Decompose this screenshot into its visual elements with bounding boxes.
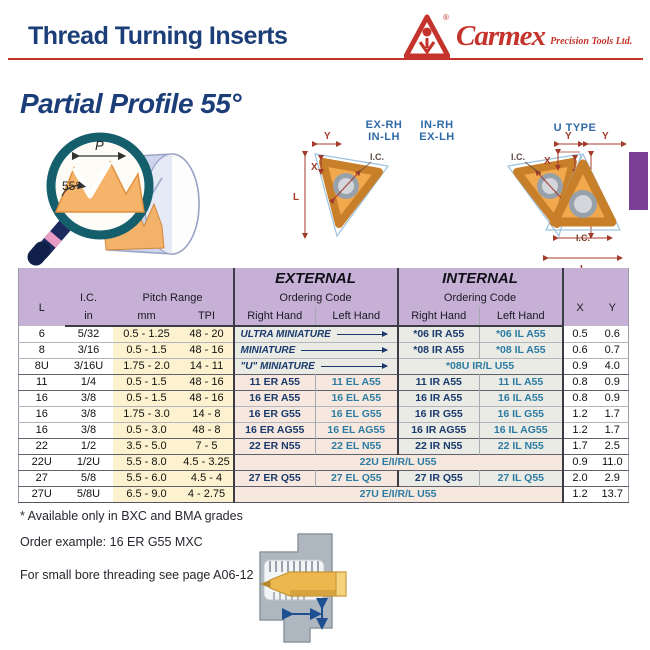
cell-ic: 3/8 <box>80 408 97 420</box>
cell-tpi: 48 - 16 <box>181 390 234 406</box>
cell-ext-rh: 11 ER A55 <box>234 374 316 390</box>
cell-ext-rh: 27 ER Q55 <box>234 470 316 486</box>
section-title: Partial Profile 55° <box>20 88 242 119</box>
cell-ic: 3/8 <box>80 392 97 404</box>
cell-int-lh: 16 IL G55 <box>480 406 563 422</box>
page-title: Thread Turning Inserts <box>28 22 288 50</box>
cell-mm: 5.5 - 8.0 <box>113 454 181 470</box>
svg-text:L: L <box>293 192 300 203</box>
cell-x: 0.8 <box>563 374 597 390</box>
header-ic: I.C. <box>65 289 113 307</box>
cell-y: 11.0 <box>601 456 623 468</box>
cell-int-rh: 27 IR Q55 <box>398 470 480 486</box>
cell-int-lh: 16 IL AG55 <box>480 422 563 438</box>
header-spacer <box>19 268 113 289</box>
cell-x: 0.8 <box>563 390 597 406</box>
cell-tpi: 48 - 20 <box>181 326 234 342</box>
svg-text:X: X <box>544 156 551 167</box>
cell-tpi: 14 - 8 <box>181 406 234 422</box>
cell-ext-span: "U" MINIATURE <box>234 358 398 374</box>
cell-tpi: 7 - 5 <box>181 438 234 454</box>
note-small-bore: For small bore threading see page A06-12 <box>20 568 254 582</box>
table-row <box>19 486 629 502</box>
cell-mm: 0.5 - 1.5 <box>113 342 181 358</box>
insert1-label-2: IN-LH <box>368 131 400 143</box>
cell-int-rh: *06 IR A55 <box>398 326 480 342</box>
cell-ext-span: MINIATURE <box>234 342 398 358</box>
cell-mm: 6.5 - 9.0 <box>113 486 181 502</box>
cell-int-rh: 16 IR A55 <box>398 390 480 406</box>
cell-ic: 5/8 <box>80 472 97 484</box>
cell-ic: 1/2 <box>80 440 97 452</box>
header-tpi: TPI <box>181 307 234 326</box>
cell-x: 2.0 <box>563 470 597 486</box>
cell-mm: 0.5 - 1.25 <box>113 326 181 342</box>
cell-int-rh: 16 IR AG55 <box>398 422 480 438</box>
cell-l: 22 <box>35 440 48 452</box>
note-order-example: Order example: 16 ER G55 MXC <box>20 535 203 549</box>
header-y: Y <box>597 289 629 326</box>
table-row <box>19 374 629 390</box>
header-mm: mm <box>113 307 181 326</box>
cell-l: 16 <box>35 408 48 420</box>
spec-table <box>18 268 629 503</box>
insert3-label: U TYPE <box>553 122 597 134</box>
cell-y: 2.9 <box>604 472 620 484</box>
cell-x: 0.5 <box>563 326 597 342</box>
cell-ic: 1/2U <box>76 456 101 468</box>
cell-tpi: 4 - 2.75 <box>181 486 234 502</box>
cell-code-span: 22U E/I/R/L U55 <box>234 454 563 470</box>
bore-threading-illustration <box>250 522 354 650</box>
insert2-label-1: IN-RH <box>420 119 454 131</box>
angle-label: 55° <box>62 179 81 193</box>
table-row <box>19 406 629 422</box>
cell-ic: 3/16 <box>77 344 100 356</box>
cell-ext-lh: 16 EL G55 <box>316 406 398 422</box>
cell-tpi: 4.5 - 4 <box>181 470 234 486</box>
cell-int-lh: 27 IL Q55 <box>480 470 563 486</box>
header-right-hand-int: Right Hand <box>398 307 480 326</box>
cell-ext-lh: 22 EL N55 <box>316 438 398 454</box>
cell-mm: 0.5 - 3.0 <box>113 422 181 438</box>
cell-l: 16 <box>35 392 48 404</box>
cell-y: 0.6 <box>604 327 620 340</box>
cell-int-span: *08U IR/L U55 <box>398 358 563 374</box>
magnifier-thread-illustration <box>22 130 212 268</box>
table-row <box>19 358 629 374</box>
cell-mm: 0.5 - 1.5 <box>113 390 181 406</box>
cell-mm: 1.75 - 3.0 <box>113 406 181 422</box>
cell-code-span: 27U E/I/R/L U55 <box>234 486 563 502</box>
cell-l: 27U <box>31 488 52 500</box>
insert1-label-1: EX-RH <box>365 119 403 131</box>
cell-y: 4.0 <box>604 360 620 372</box>
header-left-hand-int: Left Hand <box>480 307 563 326</box>
cell-mm: 3.5 - 5.0 <box>113 438 181 454</box>
svg-text:I.C.: I.C. <box>511 152 526 162</box>
cell-mm: 0.5 - 1.5 <box>113 374 181 390</box>
insert-diagram-ex-rh <box>293 131 388 236</box>
header-internal: INTERNAL <box>398 268 563 289</box>
cell-ext-lh: 11 EL A55 <box>316 374 398 390</box>
pitch-label: P <box>95 138 104 153</box>
table-row <box>19 326 629 342</box>
table-row <box>19 470 629 486</box>
svg-text:Y: Y <box>324 131 331 142</box>
svg-text:I.C.: I.C. <box>370 152 385 162</box>
cell-x: 0.6 <box>563 342 597 358</box>
header-pitch-range: Pitch Range <box>113 289 234 307</box>
cell-l: 16 <box>35 424 48 436</box>
header-divider <box>8 58 643 60</box>
brand-tagline: Precision Tools Ltd. <box>550 35 633 47</box>
cell-x: 1.2 <box>563 486 597 502</box>
cell-y: 1.7 <box>604 424 620 436</box>
cell-ic: 5/8U <box>76 488 101 500</box>
cell-x: 1.2 <box>563 406 597 422</box>
cell-ic: 5/32 <box>77 328 100 341</box>
cell-l: 8U <box>34 360 49 372</box>
cell-ext-lh: 16 EL AG55 <box>316 422 398 438</box>
cell-ext-span: ULTRA MINIATURE <box>234 326 398 342</box>
cell-ext-lh: 16 EL A55 <box>316 390 398 406</box>
cell-int-rh: 11 IR A55 <box>398 374 480 390</box>
cell-int-lh: *06 IL A55 <box>480 326 563 342</box>
cell-tpi: 48 - 16 <box>181 342 234 358</box>
cell-y: 0.7 <box>604 344 620 356</box>
cell-y: 13.7 <box>601 488 623 500</box>
cell-ext-rh: 16 ER AG55 <box>234 422 316 438</box>
cell-int-lh: 16 IL A55 <box>480 390 563 406</box>
cell-l: 6 <box>38 327 45 340</box>
cell-x: 1.7 <box>563 438 597 454</box>
cell-ic: 3/16U <box>73 360 104 372</box>
svg-text:I.C.: I.C. <box>575 233 591 243</box>
header-spacer <box>113 268 234 289</box>
cell-mm: 5.5 - 6.0 <box>113 470 181 486</box>
note-grades: * Available only in BXC and BMA grades <box>20 509 243 523</box>
cell-tpi: 48 - 8 <box>181 422 234 438</box>
brand-name: Carmex <box>456 19 546 52</box>
cell-l: 11 <box>36 376 48 388</box>
svg-text:X: X <box>311 162 318 173</box>
cell-y: 2.5 <box>604 440 620 452</box>
svg-text:Y: Y <box>602 131 609 142</box>
table-row <box>19 342 629 358</box>
header-left-hand-ext: Left Hand <box>316 307 398 326</box>
header-ordering-int: Ordering Code <box>398 289 563 307</box>
carmex-emblem-icon <box>404 12 450 60</box>
insert-diagram-u-type <box>528 128 638 278</box>
header-ordering-ext: Ordering Code <box>234 289 398 307</box>
cell-ext-rh: 22 ER N55 <box>234 438 316 454</box>
table-row <box>19 438 629 454</box>
cell-x: 0.9 <box>563 454 597 470</box>
cell-l: 22U <box>31 456 52 468</box>
cell-l: 8 <box>38 344 45 356</box>
cell-tpi: 4.5 - 3.25 <box>181 454 234 470</box>
cell-ic: 3/8 <box>80 424 97 436</box>
cell-tpi: 14 - 11 <box>181 358 234 374</box>
cell-int-rh: 16 IR G55 <box>398 406 480 422</box>
cell-int-lh: 11 IL A55 <box>480 374 563 390</box>
header-spacer <box>563 268 629 289</box>
cell-mm: 1.75 - 2.0 <box>113 358 181 374</box>
cell-ic: 1/4 <box>80 376 97 388</box>
page-edge-tab <box>629 152 648 210</box>
cell-l: 27 <box>35 472 48 484</box>
cell-int-lh: *08 IL A55 <box>480 342 563 358</box>
header-right-hand-ext: Right Hand <box>234 307 316 326</box>
registered-mark: ® <box>443 13 449 22</box>
table-row <box>19 422 629 438</box>
cell-ext-rh: 16 ER A55 <box>234 390 316 406</box>
cell-y: 0.9 <box>604 376 620 388</box>
cell-x: 0.9 <box>563 358 597 374</box>
cell-x: 1.2 <box>563 422 597 438</box>
cell-int-lh: 22 IL N55 <box>480 438 563 454</box>
svg-text:Y: Y <box>565 131 572 142</box>
header-l: L <box>19 289 65 326</box>
cell-ext-lh: 27 EL Q55 <box>316 470 398 486</box>
cell-y: 1.7 <box>604 408 620 420</box>
cell-tpi: 48 - 16 <box>181 374 234 390</box>
header-ic-unit: in <box>65 307 113 326</box>
table-row <box>19 454 629 470</box>
table-row <box>19 390 629 406</box>
cell-ext-rh: 16 ER G55 <box>234 406 316 422</box>
header-x: X <box>563 289 597 326</box>
insert2-label-2: EX-LH <box>419 131 455 143</box>
header-external: EXTERNAL <box>234 268 398 289</box>
cell-int-rh: *08 IR A55 <box>398 342 480 358</box>
cell-y: 0.9 <box>604 392 620 404</box>
brand-logo <box>404 12 632 60</box>
cell-int-rh: 22 IR N55 <box>398 438 480 454</box>
